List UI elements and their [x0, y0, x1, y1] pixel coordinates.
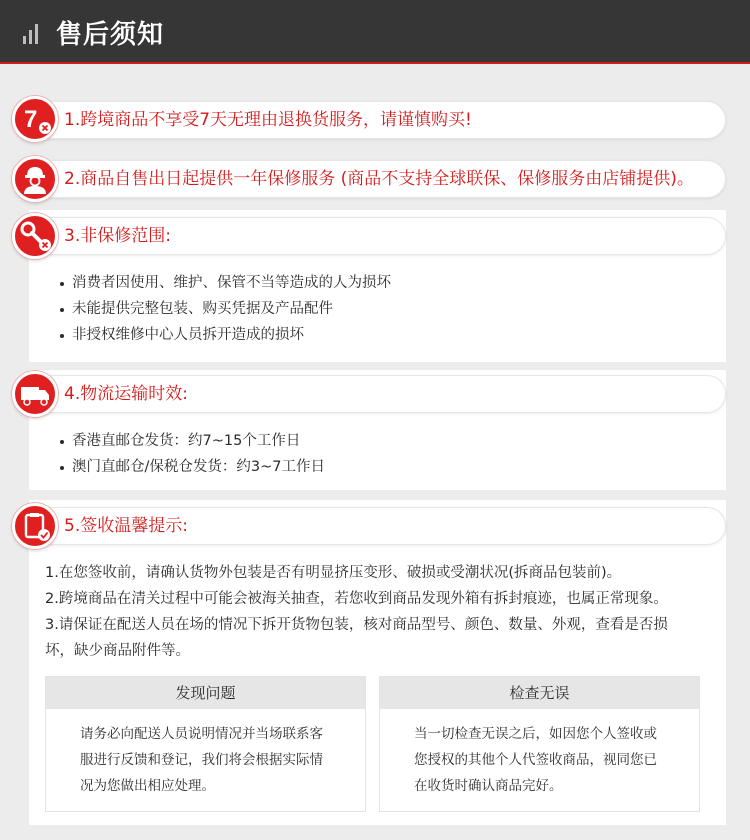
shipping-time-list — [60, 428, 325, 480]
list-item: 非授权维修中心人员拆开造成的损坏 — [60, 322, 391, 348]
section-5-title: 5.签收温馨提示: — [64, 516, 188, 536]
wrench-no-warranty-icon — [12, 213, 58, 259]
section-4-title: 4.物流运输时效: — [64, 384, 188, 404]
box-line: 服进行反馈和登记，我们将会根据实际情 — [80, 752, 323, 768]
tip-line: 2.跨境商品在清关过程中可能会被海关抽查，若您收到商品发现外箱有拆封痕迹，也属正常现象。 — [45, 591, 668, 607]
tip-line: 坏，缺少商品附件等。 — [45, 643, 190, 659]
page-title: 售后须知 — [56, 20, 165, 50]
box-line: 在收货时确认商品完好。 — [414, 778, 563, 794]
tip-line: 1.在您签收前，请确认货物外包装是否有明显挤压变形、破损或受潮状况(拆商品包装前)。 — [45, 565, 622, 581]
repairman-icon — [12, 156, 58, 202]
clipboard-check-icon — [12, 503, 58, 549]
problem-found-title: 发现问题 — [46, 677, 365, 709]
list-item: 未能提供完整包装、购买凭据及产品配件 — [60, 296, 391, 322]
box-line: 况为您做出相应处理。 — [80, 778, 215, 794]
problem-found-box — [45, 676, 366, 812]
seven-days-no-return-icon — [12, 96, 58, 142]
receipt-tips — [45, 560, 715, 664]
box-line: 当一切检查无误之后，如因您个人签收或 — [414, 726, 657, 742]
check-ok-title: 检查无误 — [380, 677, 699, 709]
tip-line: 3.请保证在配送人员在场的情况下拆开货物包装，核对商品型号、颜色、数量、外观，查看是否损 — [45, 617, 668, 633]
seven-label: 7 — [24, 106, 38, 133]
non-warranty-list — [60, 270, 391, 348]
section-2-title: 2.商品自售出日起提供一年保修服务 (商品不支持全球联保、保修服务由店铺提供)。 — [64, 169, 694, 189]
bar-chart-icon — [23, 22, 43, 44]
list-item: 香港直邮仓发货：约7~15个工作日 — [60, 428, 325, 454]
list-item: 消费者因使用、维护、保管不当等造成的人为损坏 — [60, 270, 391, 296]
list-item: 澳门直邮仓/保税仓发货：约3~7工作日 — [60, 454, 325, 480]
delivery-truck-icon — [12, 371, 58, 417]
section-3-title: 3.非保修范围: — [64, 226, 171, 246]
section-1-title: 1.跨境商品不享受7天无理由退换货服务，请谨慎购买! — [64, 110, 472, 130]
header-bar — [0, 0, 750, 64]
box-line: 您授权的其他个人代签收商品，视同您已 — [414, 752, 657, 768]
box-line: 请务必向配送人员说明情况并当场联系客 — [80, 726, 323, 742]
check-ok-box — [379, 676, 700, 812]
